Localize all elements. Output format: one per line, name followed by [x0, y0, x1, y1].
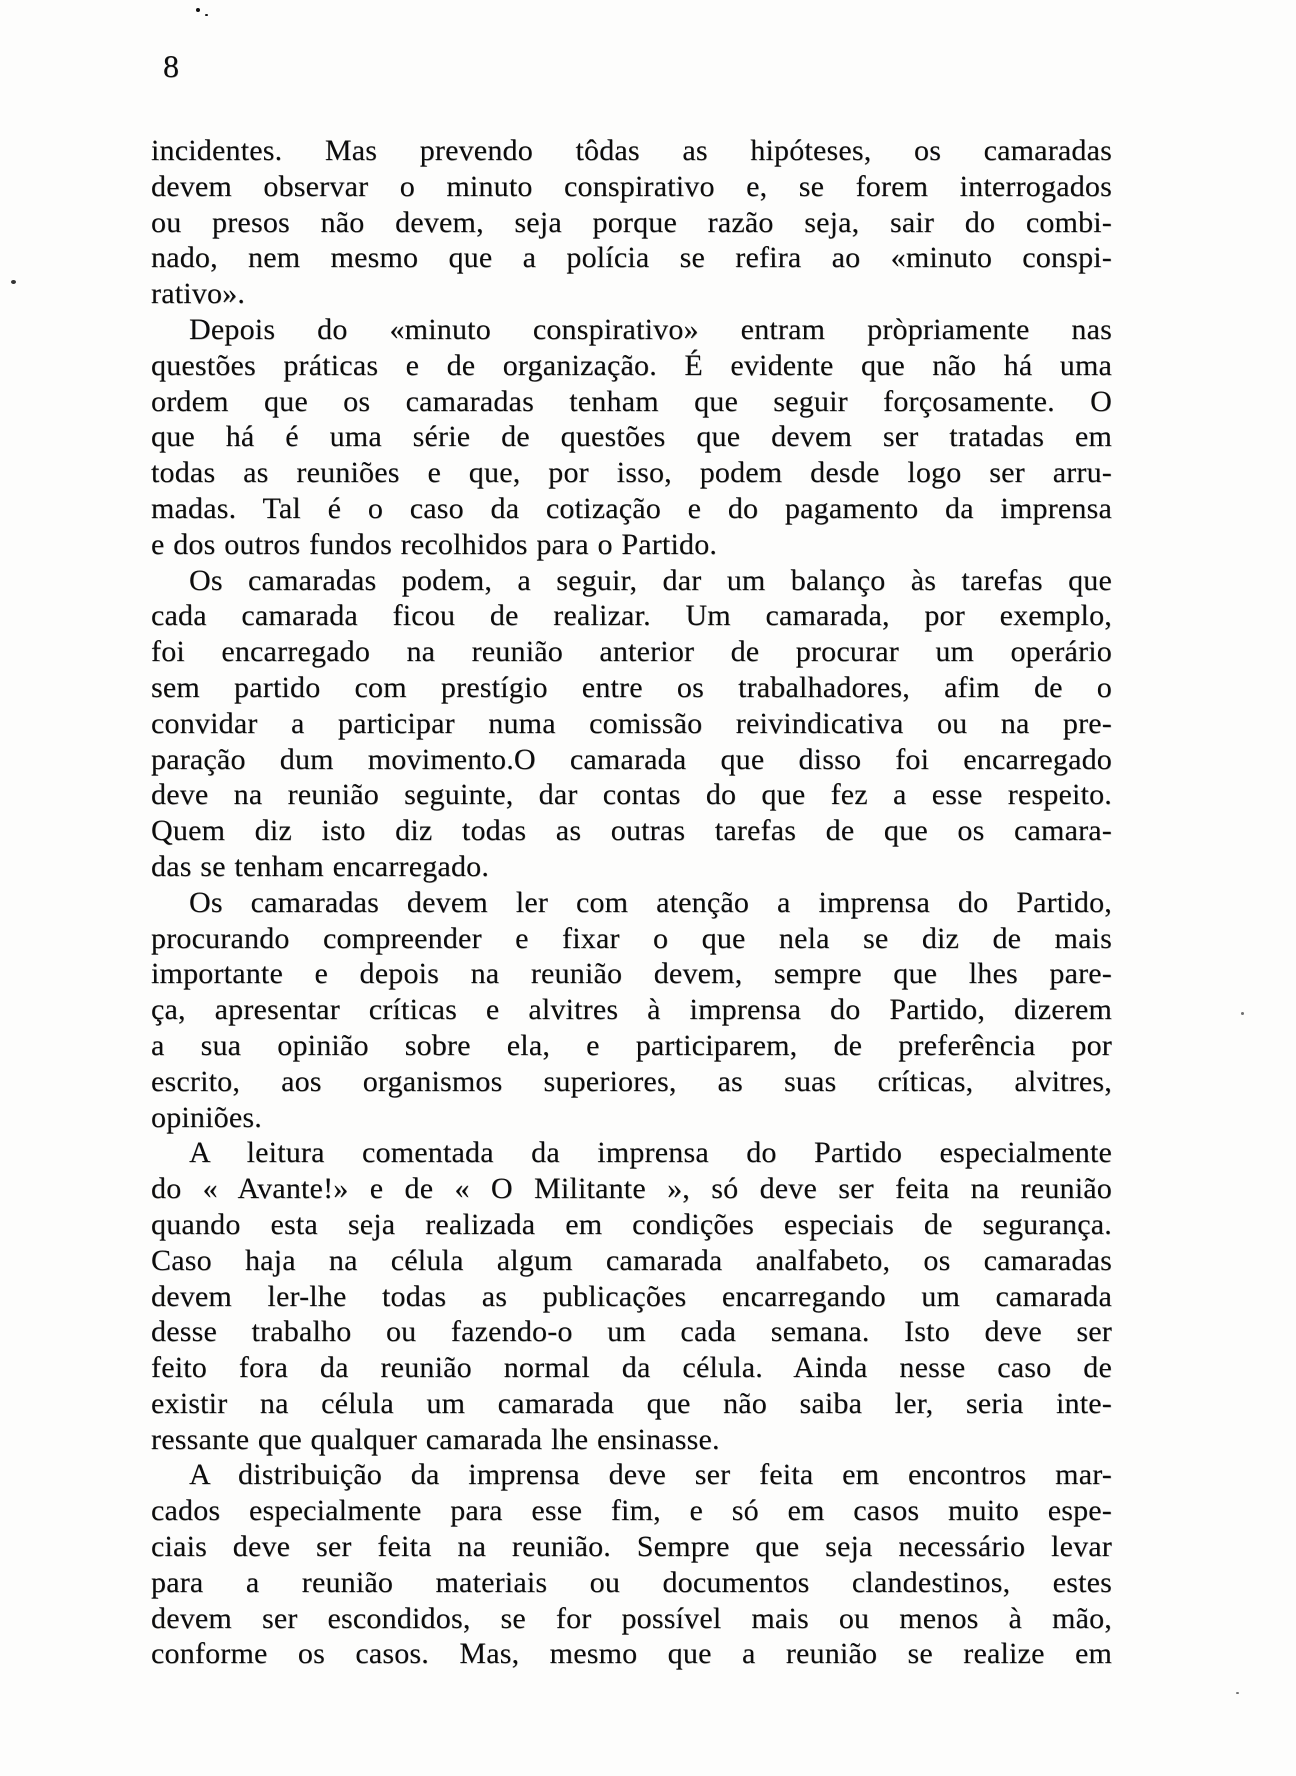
text-line: das se tenham encarregado.: [151, 849, 490, 883]
text-line: quando esta seja realizada em condições especiais de segurança.: [151, 1207, 1112, 1241]
text-line: ou presos não devem, seja porque razão seja, sair do combi-: [151, 205, 1112, 239]
text-line: devem observar o minuto conspirativo e, se forem interrogados: [151, 169, 1112, 203]
text-line: para a reunião materiais ou documentos clandestinos, estes: [151, 1565, 1112, 1599]
text-line: existir na célula um camarada que não saiba ler, seria inte-: [151, 1386, 1112, 1420]
page-number: 8: [163, 48, 180, 84]
text-line: feito fora da reunião normal da célula. Ainda nesse caso de: [151, 1351, 1112, 1385]
text-line: a sua opinião sobre ela, e participarem, de preferência por: [151, 1028, 1112, 1062]
text-line: desse trabalho ou fazendo-o um cada semana. Isto deve ser: [151, 1315, 1112, 1349]
text-line: deve na reunião seguinte, dar contas do que fez a esse respeito.: [151, 778, 1112, 812]
text-line: paração dum movimento.O camarada que disso foi encarregado: [151, 742, 1112, 776]
scan-speckle: [1241, 1012, 1244, 1015]
text-line: foi encarregado na reunião anterior de procurar um operário: [151, 635, 1112, 669]
text-line: ça, apresentar críticas e alvitres à imprensa do Partido, dizerem: [151, 993, 1112, 1027]
text-line: incidentes. Mas prevendo tôdas as hipóteses, os camaradas: [151, 134, 1112, 167]
text-line: importante e depois na reunião devem, sempre que lhes pare-: [151, 957, 1112, 991]
text-line: Os camaradas devem ler com atenção a imprensa do Partido,: [189, 885, 1112, 919]
text-line: todas as reuniões e que, por isso, podem desde logo ser arru-: [151, 456, 1112, 490]
text-line: cados especialmente para esse fim, e só em casos muito espe-: [151, 1494, 1112, 1528]
text-line: rativo».: [151, 277, 246, 311]
text-line: questões práticas e de organização. É evidente que não há uma: [151, 348, 1112, 382]
text-line: ciais deve ser feita na reunião. Sempre que seja necessário levar: [151, 1530, 1112, 1564]
text-line: Caso haja na célula algum camarada analfabeto, os camaradas: [151, 1243, 1112, 1277]
text-line: madas. Tal é o caso da cotização e do pagamento da imprensa: [151, 491, 1112, 525]
scan-speckle: [1236, 1692, 1239, 1694]
text-line: Quem diz isto diz todas as outras tarefas de que os camara-: [151, 814, 1112, 848]
text-line: Os camaradas podem, a seguir, dar um balanço às tarefas que: [189, 563, 1112, 597]
text-line: e dos outros fundos recolhidos para o Partido.: [151, 527, 718, 561]
text-line: do « Avante!» e de « O Militante », só deve ser feita na reunião: [151, 1172, 1112, 1206]
text-line: Depois do «minuto conspirativo» entram pròpriamente nas: [189, 312, 1112, 346]
page-text: [151, 133, 1112, 1672]
scan-speckle: [205, 14, 208, 16]
text-line: sem partido com prestígio entre os trabalhadores, afim de o: [151, 670, 1112, 704]
scan-speckle: [196, 8, 200, 12]
text-line: opiniões.: [151, 1100, 262, 1134]
text-line: escrito, aos organismos superiores, as suas críticas, alvitres,: [151, 1064, 1112, 1098]
text-line: devem ler-lhe todas as publicações encarregando um camarada: [151, 1279, 1112, 1313]
text-line: devem ser escondidos, se for possível mais ou menos à mão,: [151, 1601, 1112, 1635]
text-line: A leitura comentada da imprensa do Partido especialmente: [189, 1136, 1112, 1170]
scan-speckle: [11, 280, 16, 284]
text-line: nado, nem mesmo que a polícia se refira ao «minuto conspi-: [151, 241, 1112, 275]
text-line: conforme os casos. Mas, mesmo que a reunião se realize em: [151, 1637, 1112, 1671]
text-line: ressante que qualquer camarada lhe ensinasse.: [151, 1422, 720, 1456]
text-line: procurando compreender e fixar o que nela se diz de mais: [151, 921, 1112, 955]
text-line: A distribuição da imprensa deve ser feita em encontros mar-: [189, 1458, 1112, 1492]
text-line: que há é uma série de questões que devem ser tratadas em: [151, 420, 1112, 454]
text-line: cada camarada ficou de realizar. Um camarada, por exemplo,: [151, 599, 1112, 633]
text-line: ordem que os camaradas tenham que seguir forçosamente. O: [151, 384, 1112, 418]
text-line: convidar a participar numa comissão reivindicativa ou na pre-: [151, 706, 1112, 740]
